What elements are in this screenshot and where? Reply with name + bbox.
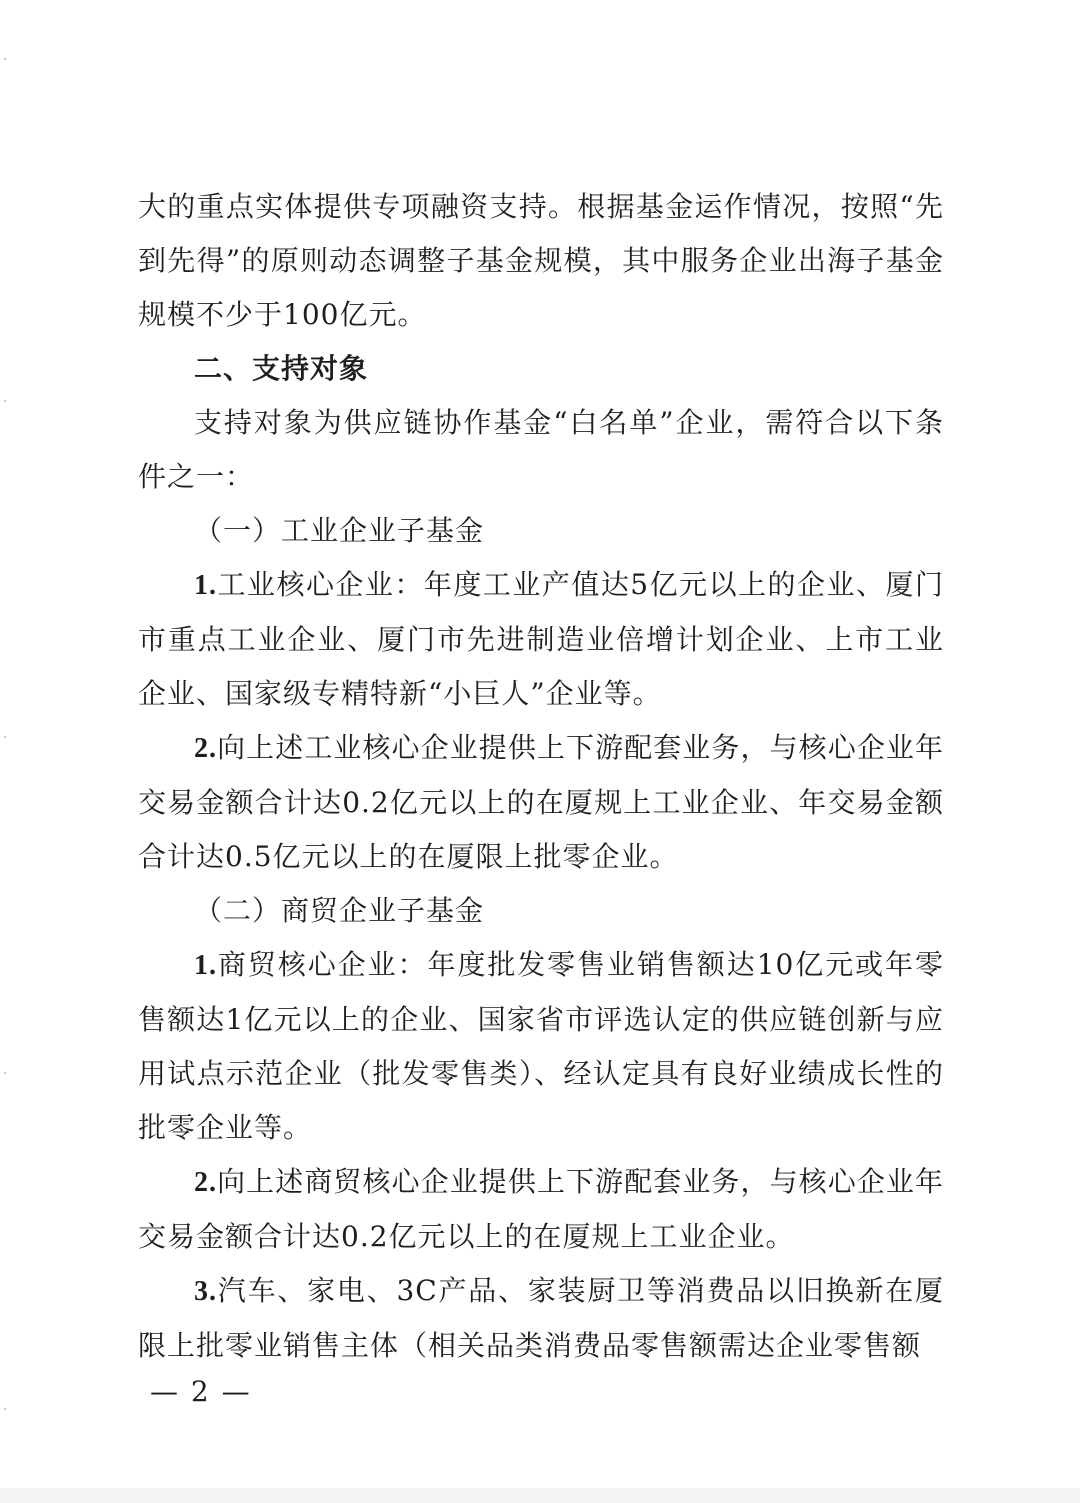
page-bottom-edge (0, 1488, 1080, 1503)
list-item-commerce-supply (138, 1155, 944, 1264)
item-text: 汽车、家电、3C产品、家装厨卫等消费品以旧换新在厦限上批零业销售主体（相关品类消费品零售额需达企业零售额 (138, 1274, 944, 1362)
subheading-industrial-subfund: （一）工业企业子基金 (194, 514, 485, 547)
item-number: 3. (194, 1276, 217, 1307)
item-number: 1. (194, 570, 217, 601)
list-item-industrial-supply (138, 721, 944, 884)
paragraph-support-conditions: 支持对象为供应链协作基金“白名单”企业，需符合以下条件之一： (138, 406, 944, 493)
paragraph-fund-scale: 大的重点实体提供专项融资支持。根据基金运作情况，按照“先到先得”的原则动态调整子基金规模，其中服务企业出海子基金规模不少于100亿元。 (138, 190, 944, 331)
scan-mark (4, 400, 6, 402)
item-text: 工业核心企业：年度工业产值达5亿元以上的企业、厦门市重点工业企业、厦门市先进制造业倍增计划企业、上市工业企业、国家级专精特新“小巨人”企业等。 (138, 568, 944, 710)
list-item-industrial-core (138, 558, 944, 721)
item-number: 1. (194, 950, 217, 981)
scan-mark (4, 1408, 6, 1410)
item-text: 商贸核心企业：年度批发零售业销售额达10亿元或年零售额达1亿元以上的企业、国家省市评选认定的供应链创新与应用试点示范企业（批发零售类）、经认定具有良好业绩成长性的批零企业等。 (138, 948, 944, 1144)
list-item-trade-in-sellers (138, 1264, 944, 1373)
item-text: 向上述商贸核心企业提供上下游配套业务，与核心企业年交易金额合计达0.2亿元以上的在厦规上工业企业。 (138, 1165, 944, 1253)
document-body (138, 180, 944, 1373)
item-number: 2. (194, 1167, 217, 1198)
section-heading-support-targets: 二、支持对象 (194, 352, 369, 385)
page-number: — 2 — (150, 1375, 252, 1408)
scan-mark (4, 1072, 6, 1074)
subheading-commerce-subfund: （二）商贸企业子基金 (194, 894, 485, 927)
scan-mark (4, 58, 6, 60)
item-text: 向上述工业核心企业提供上下游配套业务，与核心企业年交易金额合计达0.2亿元以上的在厦规上工业企业、年交易金额合计达0.5亿元以上的在厦限上批零企业。 (138, 731, 944, 873)
scan-mark (4, 736, 6, 738)
list-item-commerce-core (138, 938, 944, 1155)
item-number: 2. (194, 733, 217, 764)
